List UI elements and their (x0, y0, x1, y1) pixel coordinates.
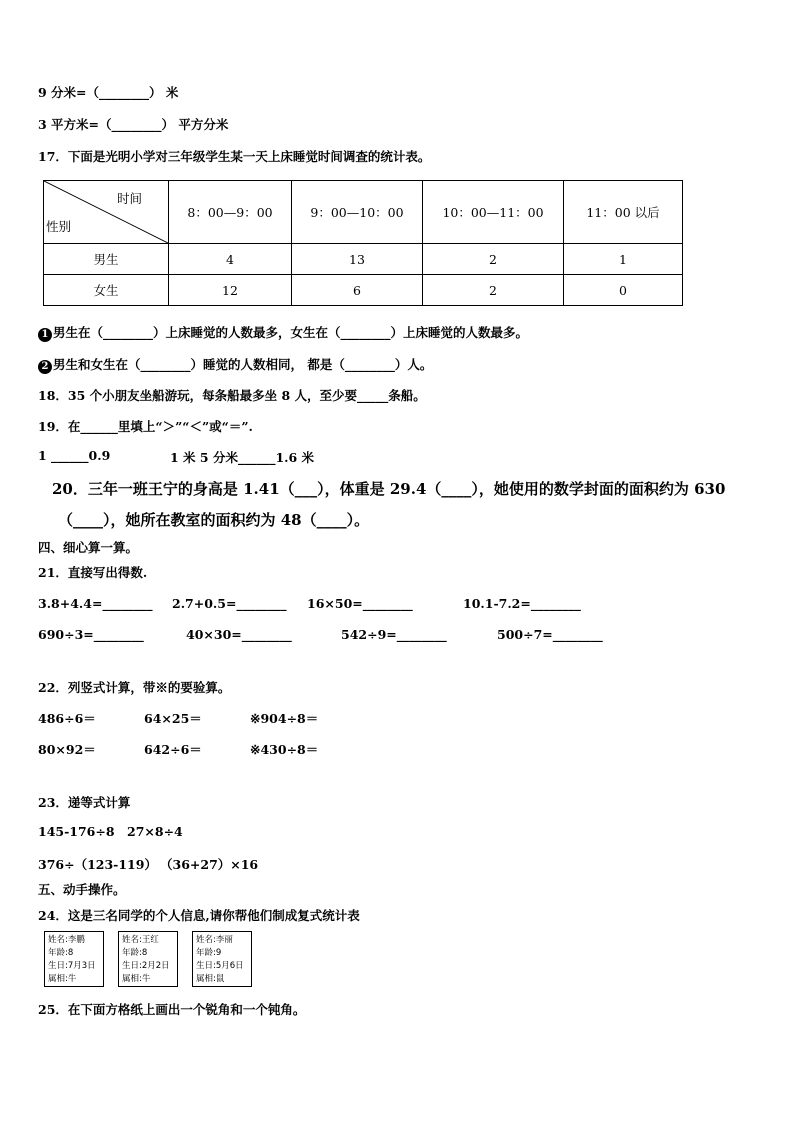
q21-problem: 16×50=________ (307, 596, 413, 611)
card-line: 属相:牛 (122, 974, 151, 984)
table-row (44, 244, 683, 275)
student-card (44, 931, 104, 987)
q17-sub2 (38, 355, 432, 374)
q24-title: 24．这是三名同学的个人信息,请你帮他们制成复式统计表 (38, 908, 360, 923)
row-label: 女生 (44, 275, 169, 306)
q21-problem: 3.8+4.4=________ (38, 596, 153, 611)
q22-problem: 486÷6＝ (38, 711, 96, 726)
q17-sub1-text: 男生在（________）上床睡觉的人数最多，女生在（________）上床睡觉的人数最多。 (53, 325, 529, 340)
conversion-dm-to-m: 9 分米=（________） 米 (38, 85, 179, 100)
header-gender-label: 性别 (46, 219, 72, 234)
q21-problem: 10.1-7.2=________ (463, 596, 581, 611)
q23-problem: 27×8÷4 (127, 824, 183, 839)
q21-problem: 500÷7=________ (497, 627, 603, 642)
table-cell: 6 (292, 275, 423, 306)
q17-title: 17．下面是光明小学对三年级学生某一天上床睡觉时间调查的统计表。 (38, 149, 431, 164)
table-cell: 2 (423, 244, 564, 275)
q25-text: 25．在下面方格纸上画出一个锐角和一个钝角。 (38, 1002, 306, 1017)
q18-text: 18．35 个小朋友坐船游玩，每条船最多坐 8 人，至少要_____条船。 (38, 388, 426, 403)
q22-problem: ※904÷8＝ (250, 711, 319, 726)
q23-title: 23．递等式计算 (38, 795, 131, 810)
q17-sub2-text: 男生和女生在（________）睡觉的人数相同， 都是（________）人。 (53, 357, 433, 372)
card-line: 生日:7月3日 (48, 961, 96, 971)
column-header: 10：00—11：00 (423, 181, 564, 244)
q21-title: 21．直接写出得数. (38, 565, 148, 580)
q19-title: 19．在______里填上“＞”“＜”或“＝”. (38, 419, 253, 434)
section-four-heading: 四、细心算一算。 (38, 540, 139, 555)
circled-number: 2 (38, 360, 52, 374)
q22-problem: 642÷6＝ (144, 742, 202, 757)
q23-problem: （36+27）×16 (160, 857, 259, 872)
q22-problem: 80×92＝ (38, 742, 96, 757)
card-line: 属相:鼠 (196, 974, 225, 984)
card-line: 年龄:8 (48, 948, 74, 958)
q17-sub1 (38, 323, 528, 342)
q20-line2: （____），她所在教室的面积约为 48（____）。 (58, 511, 370, 529)
table-cell: 1 (564, 244, 683, 275)
q19-item-a: 1 ______0.9 (38, 448, 111, 463)
q22-problem: 64×25＝ (144, 711, 202, 726)
q20-line1: 20．三年一班王宁的身高是 1.41（___），体重是 29.4（____），她使用的数学封面的面积约为 630 (52, 480, 726, 498)
conversion-m2-to-dm2: 3 平方米=（________） 平方分米 (38, 117, 229, 132)
card-line: 生日:5月6日 (196, 961, 244, 971)
q23-problem: 145-176÷8 (38, 824, 115, 839)
q21-problem: 2.7+0.5=________ (172, 596, 287, 611)
card-line: 属相:牛 (48, 974, 77, 984)
table-cell: 4 (169, 244, 292, 275)
table-cell: 0 (564, 275, 683, 306)
table-cell: 12 (169, 275, 292, 306)
q23-problem: 376÷（123-119） (38, 857, 157, 872)
card-line: 年龄:9 (196, 948, 222, 958)
card-line: 姓名:李丽 (196, 935, 233, 945)
card-line: 年龄:8 (122, 948, 148, 958)
column-header: 11：00 以后 (564, 181, 683, 244)
header-time-label: 时间 (116, 191, 142, 206)
student-card (118, 931, 178, 987)
card-line: 姓名:李鹏 (48, 935, 85, 945)
column-header: 9：00—10：00 (292, 181, 423, 244)
q22-problem: ※430÷8＝ (250, 742, 319, 757)
bedtime-stats-table (43, 180, 683, 306)
q21-problem: 690÷3=________ (38, 627, 144, 642)
row-label: 男生 (44, 244, 169, 275)
q21-problem: 542÷9=________ (341, 627, 447, 642)
table-header-row (44, 181, 683, 244)
card-line: 生日:2月2日 (122, 961, 170, 971)
student-card (192, 931, 252, 987)
column-header: 8：00—9：00 (169, 181, 292, 244)
table-row (44, 275, 683, 306)
circled-number: 1 (38, 328, 52, 342)
table-cell: 13 (292, 244, 423, 275)
diagonal-header-cell (44, 181, 169, 244)
table-cell: 2 (423, 275, 564, 306)
section-five-heading: 五、动手操作。 (38, 882, 126, 897)
q21-problem: 40×30=________ (186, 627, 292, 642)
q19-item-b: 1 米 5 分米______1.6 米 (170, 450, 315, 465)
card-line: 姓名:王红 (122, 935, 159, 945)
q22-title: 22．列竖式计算，带※的要验算。 (38, 680, 231, 695)
